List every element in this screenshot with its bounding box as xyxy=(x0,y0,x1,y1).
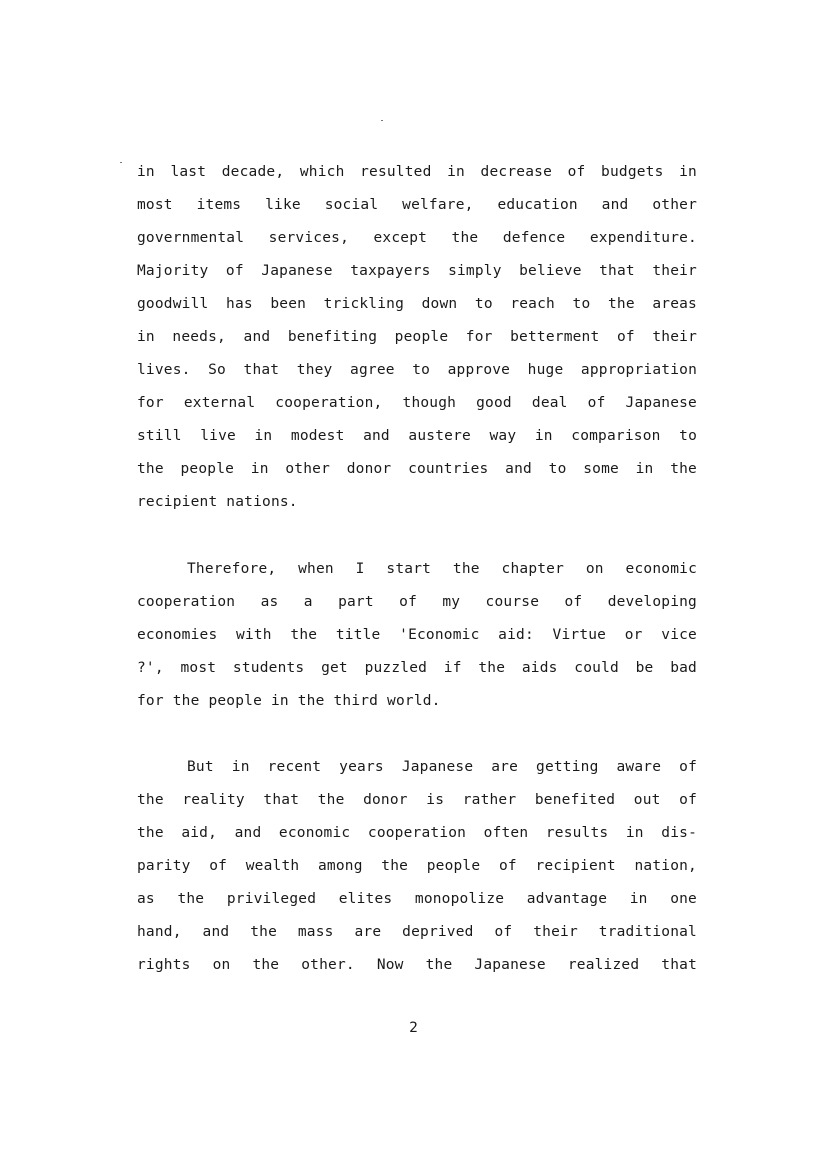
text-line: in last decade, which resulted in decrease of budgets in xyxy=(137,164,697,180)
scan-speck xyxy=(381,120,383,121)
text-line: as the privileged elites monopolize advantage in one xyxy=(137,891,697,907)
text-line: ?', most students get puzzled if the aids could be bad xyxy=(137,660,697,676)
text-line: the reality that the donor is rather benefited out of xyxy=(137,792,697,808)
text-line: Therefore, when I start the chapter on economic xyxy=(187,561,697,577)
text-line: economies with the title 'Economic aid: Virtue or vice xyxy=(137,627,697,643)
text-line: Majority of Japanese taxpayers simply believe that their xyxy=(137,263,697,279)
paragraph-2 xyxy=(137,553,697,718)
text-line: the aid, and economic cooperation often results in dis- xyxy=(137,825,697,841)
text-line: lives. So that they agree to approve huge appropriation xyxy=(137,362,697,378)
text-line: hand, and the mass are deprived of their traditional xyxy=(137,924,697,940)
text-line: parity of wealth among the people of recipient nation, xyxy=(137,858,697,874)
text-line: most items like social welfare, education and other xyxy=(137,197,697,213)
text-line: in needs, and benefiting people for betterment of their xyxy=(137,329,697,345)
scan-speck xyxy=(120,162,122,163)
text-line: rights on the other. Now the Japanese realized that xyxy=(137,957,697,973)
paragraph-1 xyxy=(137,156,697,519)
text-line: the people in other donor countries and to some in the xyxy=(137,461,697,477)
paragraph-3 xyxy=(137,751,697,982)
text-line: But in recent years Japanese are getting aware of xyxy=(187,759,697,775)
text-line: cooperation as a part of my course of developing xyxy=(137,594,697,610)
text-line: goodwill has been trickling down to reach to the areas xyxy=(137,296,697,312)
text-line: governmental services, except the defence expenditure. xyxy=(137,230,697,246)
text-line: for the people in the third world. xyxy=(137,693,441,709)
text-line: for external cooperation, though good deal of Japanese xyxy=(137,395,697,411)
page-number: 2 xyxy=(409,1020,418,1036)
text-line: still live in modest and austere way in comparison to xyxy=(137,428,697,444)
text-line: recipient nations. xyxy=(137,494,298,510)
